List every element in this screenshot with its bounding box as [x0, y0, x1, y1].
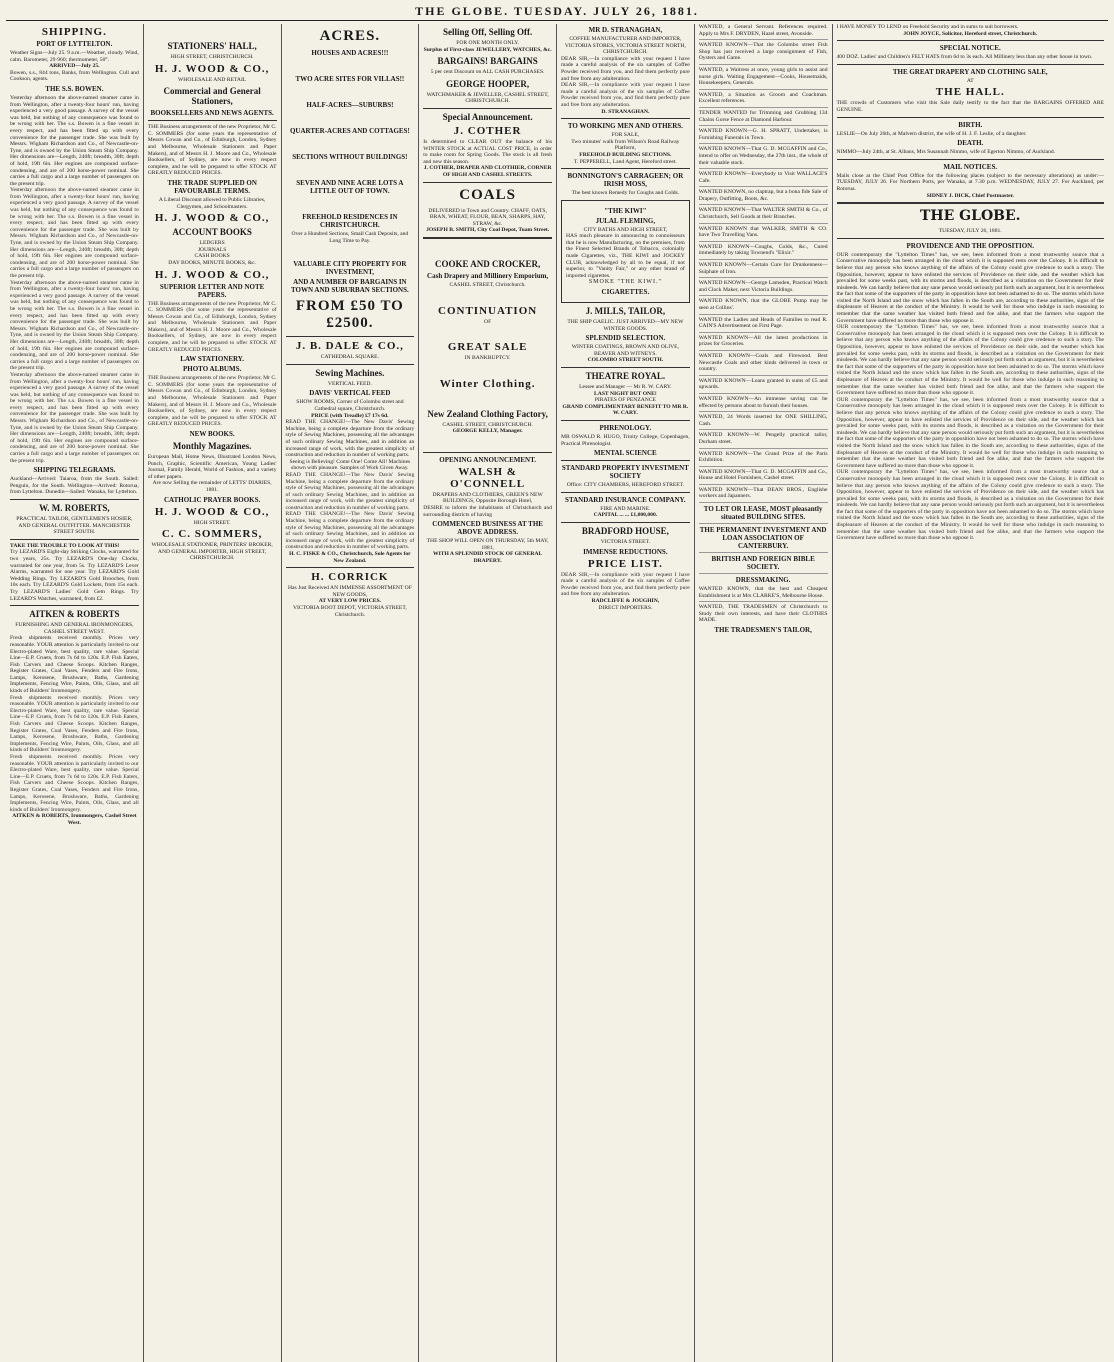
- commenced: COMMENCED BUSINESS AT THE ABOVE ADDRESS.: [432, 520, 543, 537]
- divider: [561, 492, 690, 493]
- quarter-acres: QUARTER-ACRES AND COTTAGES!: [289, 127, 410, 135]
- divider: [561, 168, 690, 169]
- hooper-name: GEORGE HOOPER,: [446, 78, 530, 89]
- number-bargains: AND A NUMBER OF BARGAINS IN TOWN AND SUBURBAN SECTIONS.: [291, 278, 409, 295]
- editorial-text-cont: OUR contemporary the "Lyttelton Times" has, we see, been informed from a most trustworthy source that a Conservative monopoly has been arranged in the cloud which it is supposed rests over the Colony. It is difficult to believe that any person who knows anything of the affairs of the Colony could give credence to such a story. The Opposition, however, appear to have enlisted the services of Providence on their side, and the weather which has prevailed for some weeks past, with its storms and floods, is described as a visitation on the Government for their misdeeds. We can hardly believe that any sane person would seriously put forth such an argument, but it is nevertheless the fact that some of the supporters of the party in opposition have not been ashamed to do so. The storms which have visited the North Island and the snow which has fallen in the South are, according to these authorities, signs of the displeasure of Heaven at the conduct of the Ministry. It would be well for those who indulge in such reasoning to remember that the same weather has visited both friend and foe alike, and that the farmers who support the Government have suffered no more than those who oppose it.: [836, 324, 1104, 397]
- kiwi-text: HAS much pleasure in announcing to connoisseurs that he is now Manufacturing, on the premises, from the Finest Selected Brands of Tobacco, colonially made Cigarettes, viz., THE KIWI and JOCKEY CLUB, acknowledged by all to be equal, if not superior, to "Vanity Fair," or any other brand of imported cigarettes.: [566, 233, 685, 279]
- corrick-name: H. CORRICK: [311, 571, 389, 584]
- bankruptcy: IN BANKRUPTCY.: [464, 355, 511, 362]
- sections: SECTIONS WITHOUT BUILDINGS!: [292, 153, 408, 161]
- divider: [286, 364, 415, 365]
- trade-heading: THE TRADE SUPPLIED ON FAVOURABLE TERMS.: [167, 178, 257, 195]
- law-heading: LAW STATIONERY.: [180, 355, 244, 364]
- lowest-prices: AT VERY LOW PRICES.: [318, 598, 382, 605]
- houses-heading: HOUSES AND ACRES!!!: [311, 49, 389, 57]
- great-sale: GREAT SALE: [447, 341, 528, 354]
- editorial-text-cont3: OUR contemporary the "Lyttelton Times" has, we see, been informed from a most trustworthy source that a Conservative monopoly has been arranged in the cloud which it is supposed rests over the Colony. It is difficult to believe that any person who knows anything of the affairs of the Colony could give credence to such a story. The Opposition, however, appear to have enlisted the services of Providence on their side, and the weather which has prevailed for some weeks past, with its storms and floods, is described as a visitation on the Government for their misdeeds. We can hardly believe that any sane person would seriously put forth such an argument, but it is nevertheless the fact that some of the supporters of the party in opposition have not been ashamed to do so. The storms which have visited the North Island and the snow which has fallen in the South are, according to these authorities, signs of the displeasure of Heaven at the conduct of the Ministry. It would be well for those who indulge in such reasoning to remember that the same weather has visited both friend and foe alike, and that the farmers who support the Government have suffered no more than those who oppose it.: [836, 469, 1104, 542]
- divider: [423, 108, 552, 109]
- hooper-sub: WATCHMAKER & JEWELLER, CASHEL STREET, CHRISTCHURCH.: [426, 91, 549, 105]
- classified-21: WANTED KNOWN—W. Pengelly practical tailor, Durham street.: [698, 432, 828, 445]
- opening-heading: OPENING ANNOUNCEMENT.: [439, 455, 536, 464]
- cother-name: J. COTHER: [453, 124, 522, 137]
- discount-text: A Liberal Discount allowed to Public Libraries, Clergymen, and Schoolmasters.: [158, 196, 266, 210]
- divider: [286, 567, 415, 568]
- theatre-heading: THEATRE ROYAL.: [585, 371, 666, 381]
- seven-nine: SEVEN AND NINE ACRE LOTS A LITTLE OUT OF TOWN.: [296, 179, 404, 195]
- mail-text: Mails close at the Chief Post Office for the following places (subject to the necessary alterations) as under:—TUESDAY, JULY 26. For Northern Ports, per Wanaka, at 7.30 p.m. WEDNESDAY, JULY 27. For Auckland, per Rotorua.: [836, 172, 1104, 192]
- continuation: CONTINUATION: [438, 304, 538, 317]
- editorial-text: OUR contemporary the "Lyttelton Times" has, we see, been informed from a most trustworthy source that a Conservative monopoly has been arranged in the cloud which it is supposed rests over the Colony. It is difficult to believe that any person who knows anything of the affairs of the Colony could give credence to such a story. The Opposition, however, appear to have enlisted the services of Providence on their side, and the weather which has prevailed for some weeks past, with its storms and floods, is described as a visitation on the Government for their misdeeds. We can hardly believe that any sane person would seriously put forth such an argument, but it is nevertheless the fact that some of the supporters of the party in opposition have not been ashamed to do so. The storms which have visited the North Island and the snow which has fallen in the South are, according to these authorities, signs of the displeasure of Heaven at the conduct of the Ministry. It would be well for those who indulge in such reasoning to remember that the same weather has visited both friend and foe alike, and that the farmers who support the Government have suffered no more than those who oppose it.: [836, 251, 1104, 324]
- cother-text: Is determined to CLEAR OUT the balance of his WINTER STOCK at ACTUAL COST PRICE, in order to make room for Spring Goods. The stock is all fresh and new this season.: [423, 138, 552, 165]
- davis-heading: DAVIS' VERTICAL FEED: [309, 389, 391, 398]
- tradesmen-tailor: THE TRADESMEN'S TAILOR,: [714, 626, 812, 635]
- walsh-name: WALSH & O'CONNELL: [450, 465, 526, 490]
- dale-name: J. B. DALE & CO.,: [295, 340, 404, 353]
- weather-text: Weather Signs—July 25. 9 a.m.—Weather, cloudy. Wind, calm. Barometer, 29·960; thermometer, 50°.: [10, 50, 139, 63]
- column-7: [833, 24, 1109, 1362]
- divider: [423, 237, 552, 239]
- standard-insurance: STANDARD INSURANCE COMPANY.: [565, 495, 686, 504]
- classified-3: WANTED, a Waitress at once, young girls to assist and nurse girls. Waiting Engagement—Cooks, Housemaids, Housekeepers, Generals.: [698, 66, 828, 87]
- kelly: GEORGE KELLY, Manager.: [452, 428, 523, 435]
- price: PRICE (with Treadle) £7 17s 6d.: [311, 412, 389, 419]
- column-1: [6, 24, 144, 1362]
- wood-sub: WHOLESALE AND RETAIL: [178, 76, 247, 83]
- aitken-text-cont: Fresh shipments received monthly. Prices very reasonable. YOUR attention is particularly invited to our Electro-plated Ware, best quality, rare value. Special Line—E.P. Cruets, from 7s 6d to 120s. E.P. Fish Eaters, Fish Carvers and Cheese Scoops. Kitchen Ranges, Register Grates, Coal Vases, Fenders and Fire Irons, Lamps, Kerosene, Brushware, Baths, Gardening Implements, Fencing Wire, Paints, Oils, Glass, and all kinds of Builders' Ironmongery.: [10, 694, 139, 754]
- classified-4: WANTED, a Situation as Groom and Coachman. Excellent references.: [698, 91, 828, 105]
- aitken-text-cont2: Fresh shipments received monthly. Prices very reasonable. YOUR attention is particularly invited to our Electro-plated Ware, best quality, rare value. Special Line—E.P. Cruets, from 7s 6d to 120s. E.P. Fish Eaters, Fish Carvers and Cheese Scoops. Kitchen Ranges, Register Grates, Coal Vases, Fenders and Fire Irons, Lamps, Kerosene, Brushware, Baths, Gardening Implements, Fencing Wire, Paints, Oils, Glass, and all kinds of Builders' Ironmongery.: [10, 754, 139, 813]
- classified-6: WANTED KNOWN—That G. D. MCGAFFIN and Co., intend to offer on Wednesday, the 27th inst., the whole of their valuable stock.: [698, 146, 828, 166]
- monthly-heading: Monthly Magazines.: [172, 441, 252, 451]
- freehold: FREEHOLD RESIDENCES IN CHRISTCHURCH.: [302, 213, 398, 229]
- mills-name: J. MILLS, TAILOR,: [585, 306, 666, 317]
- intro-text-cont2: THE Business arrangements of the new Proprietor, Mr C. C. SOMMERS (for some years the representative of Messrs Cowan and Co., of Edinburgh, London, Sydney and Melbourne, Wholesale Stationers and Paper Makers), and of Messrs H. J. Moore and Co., Wholesale Booksellers, of Sydney, are now in every respect complete, and he will be prepared to offer STOCK AT GREATLY REDUCED PRICES.: [147, 375, 277, 428]
- boot-depot: VICTORIA BOOT DEPOT, VICTORIA STREET, Christchurch.: [293, 605, 407, 618]
- classified-23: WANTED KNOWN—That G. D. MCGAFFIN and Co., House and Hotel Furnishers, Cashel street.: [698, 468, 828, 482]
- winter-clothing: Winter Clothing.: [439, 377, 536, 390]
- wood-firm: H. J. WOOD & CO.,: [154, 62, 270, 75]
- birth-text: LESLIE—On July 26th, at Malvern district, the wife of H. J. F. Leslie, of a daughter.: [836, 130, 1027, 137]
- classified-19: WANTED KNOWN—An immense saving can be effected by persons about to furnish their houses.: [698, 395, 828, 409]
- special-notice: SPECIAL NOTICE.: [939, 44, 1001, 53]
- standard-office: Office: CITY CHAMBERS, HEREFORD STREET.: [566, 482, 685, 489]
- birth-heading: BIRTH.: [958, 120, 983, 129]
- classified-16: WANTED KNOWN—All the latest productions in prizes for Groceries.: [698, 334, 828, 348]
- half-acres: HALF-ACRES—SUBURBS!: [306, 101, 394, 109]
- editorial-heading: PROVIDENCE AND THE OPPOSITION.: [906, 241, 1034, 250]
- divider: [561, 522, 690, 523]
- masthead: THE GLOBE. TUESDAY. JULY 26, 1881.: [6, 4, 1108, 21]
- classified-20: WANTED, 24 Words inserted for ONE SHILLING, Cash.: [698, 414, 828, 427]
- fiske: H. C. FISKE & CO., Christchurch, Sole Agents for New Zealand.: [289, 551, 411, 564]
- editorial-text-cont2: OUR contemporary the "Lyttelton Times" has, we see, been informed from a most trustworthy source that a Conservative monopoly has been arranged in the cloud which it is supposed rests over the Colony. It is difficult to believe that any person who knows anything of the affairs of the Colony could give credence to such a story. The Opposition, however, appear to have enlisted the services of Providence on their side, and the weather which has prevailed for some weeks past, with its storms and floods, is described as a visitation on the Government for their misdeeds. We can hardly believe that any sane person would seriously put forth such an argument, but it is nevertheless the fact that some of the supporters of the party in opposition have not been ashamed to do so. The storms which have visited the North Island and the snow which has fallen in the South are, according to these authorities, signs of the displeasure of Heaven at the conduct of the Ministry. It would be well for those who indulge in such reasoning to remember that the same weather has visited both friend and foe alike, and that the farmers who support the Government have suffered no more than those who oppose it.: [836, 396, 1104, 469]
- radcliffe: RADCLIFFE & JOUGHIN,: [591, 597, 660, 604]
- divider: [10, 605, 139, 606]
- splendid-stock: WITH A SPLENDID STOCK OF GENERAL DRAPERY.: [432, 551, 543, 565]
- roberts-sub: PRACTICAL TAILOR, GENTLEMEN'S HOSIER, AND GENERAL OUTFITTER. MANCHESTER STREET SOUTH.: [16, 516, 133, 536]
- hall-text: THE crowds of Customers who visit this Sale daily testify to the fact that the BARGAINS OFFERED ARE GENUINE.: [836, 100, 1104, 113]
- last-night: LAST NIGHT BUT ONE!: [594, 390, 657, 397]
- bonnington-sub: The best known Remedy for Coughs and Colds.: [571, 190, 680, 197]
- valuable: VALUABLE CITY PROPERTY FOR INVESTMENT,: [293, 260, 407, 277]
- classified-8: WANTED KNOWN, no claptrap, but a bona fide Sale of Drapery, Outfitting, Boots, &c.: [698, 189, 828, 202]
- notice-text: 400 DOZ. Ladies' and Children's FELT HATS from 6d to 3s each. All Millinery less than any other house in town.: [836, 54, 1093, 61]
- booksellers-heading: BOOKSELLERS AND NEWS AGENTS.: [150, 109, 274, 118]
- divider: [561, 420, 690, 421]
- price-list-text: DEAR SIR,—In compliance with your request I have made a careful analysis of the six samples of Coffee Powder received from you, and find them perfectly pure and free from any adulteration.: [561, 571, 690, 598]
- mills-sub: THE SHIP GAELIC. JUST ARRIVED—MY NEW WINTER GOODS.: [567, 319, 684, 332]
- cashel-street: CASHEL STREET, Christchurch.: [449, 281, 526, 288]
- coals-sub: DELIVERED in Town and Country. CHAFF, OATS, BRAN, WHEAT, FLOUR, BEAN, SHARPS, HAY, STRAW, &c.: [428, 207, 547, 227]
- classified-18: WANTED KNOWN—Loans granted in sums of £5 and upwards.: [698, 377, 828, 391]
- colombo-south: COLOMBO STREET SOUTH.: [587, 357, 664, 364]
- over-hundred: Over a Hundred Sections, Small Cash Deposits, and Long Time to Pay.: [291, 231, 409, 244]
- surplus: Surplus of First-class JEWELLERY, WATCHES, &c.: [423, 46, 552, 53]
- read-change-cont: READ THE CHANGE!—The New Davis' Sewing Machine, being a complete departure from the ordinary style of Sewing Machines, possessing all the advantages of such ordinary Sewing Machines, and in addition an increased range of work, with the greatest simplicity of construction and reduction in number of working parts.: [285, 471, 415, 511]
- stranaghan-sig: D. STRANAGHAN.: [601, 108, 650, 115]
- corrick-text: Has Just Received AN IMMENSE ASSORTMENT OF NEW GOODS,: [287, 585, 412, 598]
- stranaghan-name: MR D. STRANAGHAN,: [588, 26, 663, 34]
- port-heading: PORT OF LYTTELTON.: [36, 40, 113, 48]
- stranaghan-sub: COFFEE MANUFACTURER AND IMPORTER, VICTORIA STORES, VICTORIA STREET NORTH, CHRISTCHURCH.: [564, 36, 686, 56]
- bradford-sub: VICTORIA STREET.: [600, 538, 650, 545]
- city-baths: CITY BATHS AND HIGH STREET,: [583, 226, 668, 233]
- fleming: JULAL FLEMING,: [595, 216, 656, 225]
- classified-13: WANTED KNOWN—George Lamsden, Practical Watch and Clock Maker, next Victoria Buildings.: [698, 280, 828, 293]
- showroom: SHOW ROOMS, Corner of Colombo street and Cathedral square, Christchurch.: [296, 399, 404, 412]
- to-working: TO WORKING MEN AND OTHERS.: [567, 122, 683, 131]
- columns: [6, 24, 1108, 1362]
- tradesmen: WANTED, THE TRADESMEN of Christchurch to Study their own interests, and have their CLOTHES MADE.: [698, 604, 828, 624]
- price-list: PRICE LIST.: [587, 557, 663, 570]
- cigarettes: CIGARETTES.: [601, 288, 650, 297]
- divider: [423, 452, 552, 453]
- walsh-sub: DRAPERS AND CLOTHIERS, GREEN'S NEW BUILDINGS, Opposite Borough Hotel,: [432, 491, 543, 505]
- dressmaking: DRESSMAKING.: [735, 576, 791, 585]
- bowen-heading: THE S.S. BOWEN.: [45, 84, 104, 93]
- bargains: BARGAINS! BARGAINS: [437, 56, 538, 67]
- aitken-footer: AITKEN & ROBERTS, Ironmongers, Cashel Street West.: [12, 813, 137, 826]
- lezard-heading: TAKE THE TROUBLE TO LOOK AT THIS!: [10, 542, 120, 549]
- classified-7: WANTED KNOWN—Everybody to Visit WALLACE'S Cafe.: [698, 171, 828, 184]
- periodicals-text: European Mail, Home News, Illustrated London News, Punch, Graphic, Scientific American, Young Ladies' Journal, Family Herald, World of Fashion, and a variety of other papers.: [147, 454, 277, 480]
- splendid-selection: SPLENDID SELECTION.: [585, 334, 666, 343]
- bowen-text: Yesterday afternoon the above-named steamer came in from Wellington, after a twenty-four hours' run, having experienced a very good passage. A survey of the vessel was held, but nothing of any consequence was found to be wrong with her. The s.s. Bowen is a fine vessel in every respect, and has been fitted up with every convenience for the passenger trade. She was built by Messrs. Wigham Richardson and Co., of Newcastle-on-Tyne, and is owned by the Union Steam Ship Company. Her dimensions are—Length, 240ft; breadth, 30ft; depth of hold, 19ft 6in. Her engines are compound surface-condensing, and are of 200 horse-power nominal. She carries a full cargo and a large number of passengers on the present trip.: [10, 94, 139, 187]
- journals: JOURNALS: [197, 246, 227, 253]
- classified-14: WANTED KNOWN, that the GLOBE Pump may be seen at Collins'.: [698, 298, 828, 311]
- pirates: PIRATES OF PENZANCE: [594, 397, 656, 404]
- sommers-name: C. C. SOMMERS,: [161, 528, 263, 541]
- divider: [561, 460, 690, 461]
- smoke-kiwi: SMOKE "THE KIWI.": [588, 279, 662, 286]
- superior-papers: SUPERIOR LETTER AND NOTE PAPERS.: [159, 282, 265, 299]
- drapery-sale: THE GREAT DRAPERY AND CLOTHING SALE,: [892, 67, 1048, 76]
- permanent: THE PERMANENT INVESTMENT AND LOAN ASSOCIATION OF CANTERBURY.: [699, 526, 827, 551]
- discount: 5 per cent Discount on ALL CASH PURCHASES.: [430, 69, 545, 76]
- bradford-name: BRADFORD HOUSE,: [581, 525, 669, 536]
- classified-5: WANTED KNOWN—G. H. SPRATT, Undertaker, is Furnishing Funerals in Town.: [698, 128, 828, 141]
- freehold-sections: FREEHOLD BUILDING SECTIONS.: [579, 151, 672, 158]
- bible-society: BRITISH AND FOREIGN BIBLE SOCIETY.: [711, 555, 815, 572]
- death-text: NIMMO—July 24th, at St. Albans, Mrs Susannah Nimmo, wife of Egerton Nimmo, of Auckland.: [836, 149, 1056, 156]
- kiwi-advert: [561, 200, 690, 303]
- classified-10: WANTED KNOWN that WALKER, SMITH & CO. have Two Travelling Vans.: [698, 225, 828, 239]
- desires: DESIRE to inform the inhabitants of Christchurch and surrounding districts of having: [423, 505, 552, 518]
- winter-coatings: WINTER COATINGS, BROWN AND OLIVE, BEAVER AND WITNEYS.: [571, 344, 679, 357]
- divider: [837, 159, 1105, 160]
- roberts-name: W. M. ROBERTS,: [39, 503, 110, 513]
- divider: [148, 120, 277, 121]
- stationers-hall: STATIONERS' HALL,: [167, 41, 257, 51]
- the-hall: THE HALL.: [935, 86, 1005, 99]
- wood-firm-3: H. J. WOOD & CO.,: [154, 268, 270, 281]
- wood-firm-2: H. J. WOOD & CO.,: [154, 212, 270, 225]
- lezard-text: Try LEZARD'S Eight-day Striking Clocks, warranted for two years, 25s. Try LEZARD'S One-day Clocks, warranted for one year, from 5s. Try LEZARD'S Lever Alarms, warranted for one year. Try LEZARD'S Gold Wedding Rings. Try LEZARD'S Gold Brooches, from 10s each. Try LEZARD'S Gold Lockets, from 15s each. Try LEZARD'S Ladies' Gold Gem Rings. Try LEZARD'S Watches, warranted, from £2.: [10, 549, 139, 602]
- classified-12: WANTED KNOWN—Certain Cure for Drunkenness—Sulphate of Iron.: [698, 262, 828, 275]
- sewing-heading: Sewing Machines.: [315, 367, 385, 378]
- lessee: Lessee and Manager — Mr R. W. CARY.: [579, 384, 672, 390]
- seeing-believing: Seeing is Believing! Come One! Come All! Machines shown with pleasure. Samples of Work Given Away.: [289, 458, 411, 472]
- dale-sub: CATHEDRAL SQUARE.: [320, 354, 379, 361]
- catholic-heading: CATHOLIC PRAYER BOOKS.: [163, 495, 261, 504]
- telegrams-heading: SHIPPING TELEGRAMS.: [33, 466, 116, 475]
- divider: [561, 118, 690, 119]
- cooke-sub: Cash Drapery and Millinery Emporium,: [427, 271, 549, 280]
- bowen-text-cont2: Yesterday afternoon the above-named steamer came in from Wellington, after a twenty-four hours' run, having experienced a very good passage. A survey of the vessel was held, but nothing of any consequence was found to be wrong with her. The s.s. Bowen is a fine vessel in every respect, and has been fitted up with every convenience for the passenger trade. She was built by Messrs. Wigham Richardson and Co., of Newcastle-on-Tyne, and is owned by the Union Steam Ship Company. Her dimensions are—Length, 240ft; breadth, 30ft; depth of hold, 19ft 6in. Her engines are compound surface-condensing, and are of 200 horse-power nominal. She carries a full cargo and a large number of passengers on the present trip.: [10, 279, 139, 372]
- cash-books: CASH BOOKS: [194, 253, 230, 260]
- column-4: [419, 24, 557, 1362]
- benefit: GRAND COMPLIMENTARY BENEFIT TO MR R. W. CARY.: [562, 403, 689, 417]
- special-announcement: Special Announcement.: [442, 111, 533, 122]
- minutes: Two minutes' walk from Wilson's Road Railway Platform,: [571, 138, 680, 152]
- classified-9: WANTED KNOWN—That WALTER SMITH & Co., of Christchurch, Sell Goods at their Branches.: [698, 207, 828, 221]
- column-6: [695, 24, 833, 1362]
- wood-firm-4: H. J. WOOD & CO.,: [154, 505, 270, 518]
- kiwi-title: "THE KIWI": [604, 206, 647, 215]
- divider: [837, 117, 1105, 118]
- two-acre: TWO ACRE SITES FOR VILLAS!!: [295, 75, 405, 83]
- pepperell: T. PEPPERELL, Land Agent, Hereford street.: [573, 158, 677, 165]
- lend-notice: I HAVE MONEY TO LEND on Freehold Security and in sums to suit borrowers.: [836, 24, 1019, 30]
- joyce: JOHN JOYCE, Solicitor, Hereford street, Christchurch.: [903, 30, 1038, 37]
- commercial-heading: Commercial and General Stationers,: [163, 86, 261, 107]
- stranaghan-text: DEAR SIR,—In compliance with your request I have made a careful analysis of the six samples of Coffee Powder received from you, and find them perfectly pure and free from any adulteration.: [561, 55, 690, 82]
- read-change: READ THE CHANGE!—The New Davis' Sewing Machine, being a complete departure from the ordinary style of Sewing Machines, possessing all the advantages of such ordinary Sewing Machines, and in addition an increased range of work, with the greatest simplicity of construction and reduction in number of working parts.: [285, 419, 415, 459]
- high-street: HIGH STREET.: [193, 519, 231, 526]
- classified-tender: TENDER WANTED for Trimming and Grubbing 134 Chains Gorse Fence at Diamond Harbour.: [698, 109, 828, 123]
- column-3: [282, 24, 420, 1362]
- ledgers: LEDGERS: [199, 240, 225, 247]
- intro-text-cont: THE Business arrangements of the new Proprietor, Mr C. C. SOMMERS (for some years the representative of Messrs Cowan and Co., of Edinburgh, London, Sydney and Melbourne, Wholesale Stationers and Paper Makers), and of Messrs H. J. Moore and Co., Wholesale Booksellers, of Sydney, are now in every respect complete, and he will be prepared to offer STOCK AT GREATLY REDUCED PRICES.: [147, 300, 277, 353]
- price-range: FROM £50 TO £2500.: [295, 298, 404, 332]
- shop-open: THE SHOP WILL OPEN ON THURSDAY, 5th MAY, 1881,: [426, 538, 549, 551]
- cother-sig: J. COTHER, DRAPER AND CLOTHIER, CORNER OF HIGH AND CASHEL STREETS.: [423, 165, 552, 178]
- divider: [561, 367, 690, 368]
- mail-heading: MAIL NOTICES.: [943, 162, 998, 171]
- classified-17: WANTED KNOWN—Coals and Firewood. Best Newcastle Coals and other kinds delivered in town or country.: [698, 352, 828, 373]
- to-let: TO LET OR LEASE, MOST pleasantly situated BUILDING SITES.: [703, 505, 823, 522]
- acres-heading: ACRES.: [319, 28, 381, 44]
- stationers-address: HIGH STREET, CHRISTCHURCH.: [170, 54, 254, 60]
- one-month: FOR ONE MONTH ONLY.: [456, 40, 519, 46]
- aitken-text: Fresh shipments received monthly. Prices very reasonable. YOUR attention is particularly invited to our Electro-plated Ware, best quality, rare value. Special Line—E.P. Cruets, from 7s 6d to 120s. E.P. Fish Eaters, Fish Carvers and Cheese Scoops. Kitchen Ranges, Register Grates, Coal Vases, Fenders and Fire Irons, Lamps, Kerosene, Brushware, Baths, Gardening Implements, Fencing Wire, Paints, Oils, Glass, and all kinds of Builders' Ironmongery.: [10, 635, 139, 695]
- bowen-text-cont3: Yesterday afternoon the above-named steamer came in from Wellington, after a twenty-four hours' run, having experienced a very good passage. A survey of the vessel was held, but nothing of any consequence was found to be wrong with her. The s.s. Bowen is a fine vessel in every respect, and has been fitted up with every convenience for the passenger trade. She was built by Messrs. Wigham Richardson and Co., of Newcastle-on-Tyne, and is owned by the Union Steam Ship Company. Her dimensions are—Length, 240ft; breadth, 30ft; depth of hold, 19ft 6in. Her engines are compound surface-condensing, and are of 200 horse-power nominal. She carries a full cargo and a large number of passengers on the present trip.: [10, 371, 139, 464]
- vertical-feed: VERTICAL FEED.: [327, 380, 372, 387]
- smith: JOSEPH B. SMITH, City Coal Depot, Tuam Street.: [426, 227, 550, 234]
- shipping-heading: SHIPPING.: [41, 26, 107, 38]
- dressmaking-text: WANTED KNOWN, that the best and Cheapest Establishment is at Mrs CLARKE'S, Melbourne House.: [698, 586, 828, 599]
- classified-2: WANTED KNOWN—That the Colombo street Fish Shop has just received a large consignment of Fish, Oysters and Game.: [698, 42, 828, 62]
- nz-factory: New Zealand Clothing Factory,: [427, 408, 548, 419]
- death-heading: DEATH.: [957, 139, 984, 148]
- at: AT: [966, 77, 974, 84]
- mental-science: MENTAL SCIENCE: [594, 449, 657, 458]
- photo-heading: PHOTO ALBUMS.: [183, 365, 242, 374]
- classified-24: WANTED KNOWN—That DEAN BROS., Englishe workers and Japanners.: [698, 486, 828, 500]
- divider: [286, 336, 415, 337]
- aitken-name: AITKEN & ROBERTS: [29, 609, 120, 620]
- bonnington: BONNINGTON'S CARRAGEEN; OR IRISH MOSS,: [567, 172, 684, 189]
- intro-text: THE Business arrangements of the new Proprietor, Mr C. C. SOMMERS (for some years the representative of Messrs Cowan and Co., of Edinburgh, London, Sydney and Melbourne, Wholesale Stationers and Paper Makers), and of Messrs H. J. Moore and Co., Wholesale Booksellers, of Sydney, are now in every respect complete, and he will be prepared to offer STOCK AT GREATLY REDUCED PRICES.: [147, 124, 277, 177]
- divider: [837, 64, 1105, 65]
- divider: [837, 40, 1105, 41]
- coals-heading: COALS: [459, 186, 516, 203]
- direct-importers: DIRECT IMPORTERS.: [598, 604, 653, 611]
- capital: CAPITAL ... ... £1,000,000.: [593, 512, 658, 519]
- telegrams-text: Auckland—Arrived: Taiaroa, from the South. Sailed: Penguin, for the South. Wellington—Arrived: Rotorua, from Lyttelton. Dunedin—Sailed: Wanaka, for Lyttelton.: [10, 476, 139, 496]
- letts-text: Are now Selling the remainder of LETTS' DIARIES, 1881.: [152, 480, 272, 493]
- column-2: [144, 24, 282, 1362]
- read-change-cont2: READ THE CHANGE!—The New Davis' Sewing Machine, being a complete departure from the ordinary style of Sewing Machines, possessing all the advantages of such ordinary Sewing Machines, and in addition an increased range of work, with the greatest simplicity of construction and reduction in number of working parts.: [285, 511, 415, 551]
- arrived-heading: ARRIVED—July 25.: [49, 63, 100, 70]
- divider: [423, 182, 552, 183]
- divider: [10, 539, 139, 540]
- day-books: DAY BOOKS, MINUTE BOOKS, &c.: [168, 259, 256, 266]
- stranaghan-text-cont: DEAR SIR,—In compliance with your request I have made a careful analysis of the six samples of Coffee Powder received from you, and find them perfectly pure and free from any adulteration.: [561, 82, 690, 108]
- globe-title: THE GLOBE.: [919, 208, 1021, 225]
- selling-off: Selling Off, Selling Off.: [442, 27, 533, 37]
- new-books-heading: NEW BOOKS.: [189, 430, 235, 438]
- phrenology: PHRENOLOGY.: [599, 423, 652, 432]
- standard-property: STANDARD PROPERTY INVESTMENT SOCIETY: [561, 464, 689, 481]
- arrived-text: Bowen, s.s., 844 tons, Banks, from Wellington. Cull and Cookson, agents.: [10, 69, 139, 83]
- divider: [837, 202, 1105, 204]
- divider: [837, 238, 1105, 239]
- immense-reductions: IMMENSE REDUCTIONS.: [583, 547, 668, 556]
- bowen-text-cont: Yesterday afternoon the above-named steamer came in from Wellington, after a twenty-four hours' run, having experienced a very good passage. A survey of the vessel was held, but nothing of any consequence was found to be wrong with her. The s.s. Bowen is a fine vessel in every respect, and has been fitted up with every convenience for the passenger trade. She was built by Messrs. Wigham Richardson and Co., of Newcastle-on-Tyne, and is owned by the Union Steam Ship Company. Her dimensions are—Length, 240ft; breadth, 30ft; depth of hold, 19ft 6in. Her engines are compound surface-condensing, and are of 200 horse-power nominal. She carries a full cargo and a large number of passengers on the present trip.: [10, 187, 139, 279]
- divider: [10, 499, 139, 500]
- classified-1: WANTED, a General Servant. References required. Apply to Mrs F. DRYDEN, Hazel street, Avonside.: [698, 24, 828, 37]
- postmaster: SIDNEY J. DICK, Chief Postmaster.: [926, 192, 1014, 199]
- aitken-sub: FURNISHING AND GENERAL IRONMONGERS, CASHEL STREET WEST.: [15, 622, 134, 635]
- globe-date: TUESDAY, JULY 26, 1881.: [938, 228, 1002, 235]
- hugo: MR OSWALD R. HUGO, Trinity College, Copenhagen, Practical Phrenologist.: [561, 433, 690, 447]
- of: OF: [484, 318, 492, 325]
- classified-11: WANTED KNOWN—Coughs, Colds, &c., Cured immediately by taking Townend's "Elixir.": [698, 243, 828, 257]
- nz-sub: CASHEL STREET, CHRISTCHURCH.: [442, 421, 533, 428]
- sommers-sub: WHOLESALE STATIONER, PRINTERS' BROKER, AND GENERAL IMPORTER, HIGH STREET, CHRISTCHURCH.: [151, 542, 273, 562]
- fire-marine: FIRE AND MARINE.: [600, 505, 651, 512]
- account-heading: ACCOUNT BOOKS: [172, 227, 252, 238]
- classified-15: WANTED the Ladies and Heads of Families to read R. CAIN'S Advertisement on First Page.: [698, 316, 828, 330]
- for-sale: FOR SALE,: [611, 132, 640, 139]
- cooke-name: COOKE AND CROCKER,: [434, 258, 541, 269]
- column-5: [557, 24, 695, 1362]
- classified-22: WANTED KNOWN—The Grand Prize of the Paris Exhibition.: [698, 450, 828, 464]
